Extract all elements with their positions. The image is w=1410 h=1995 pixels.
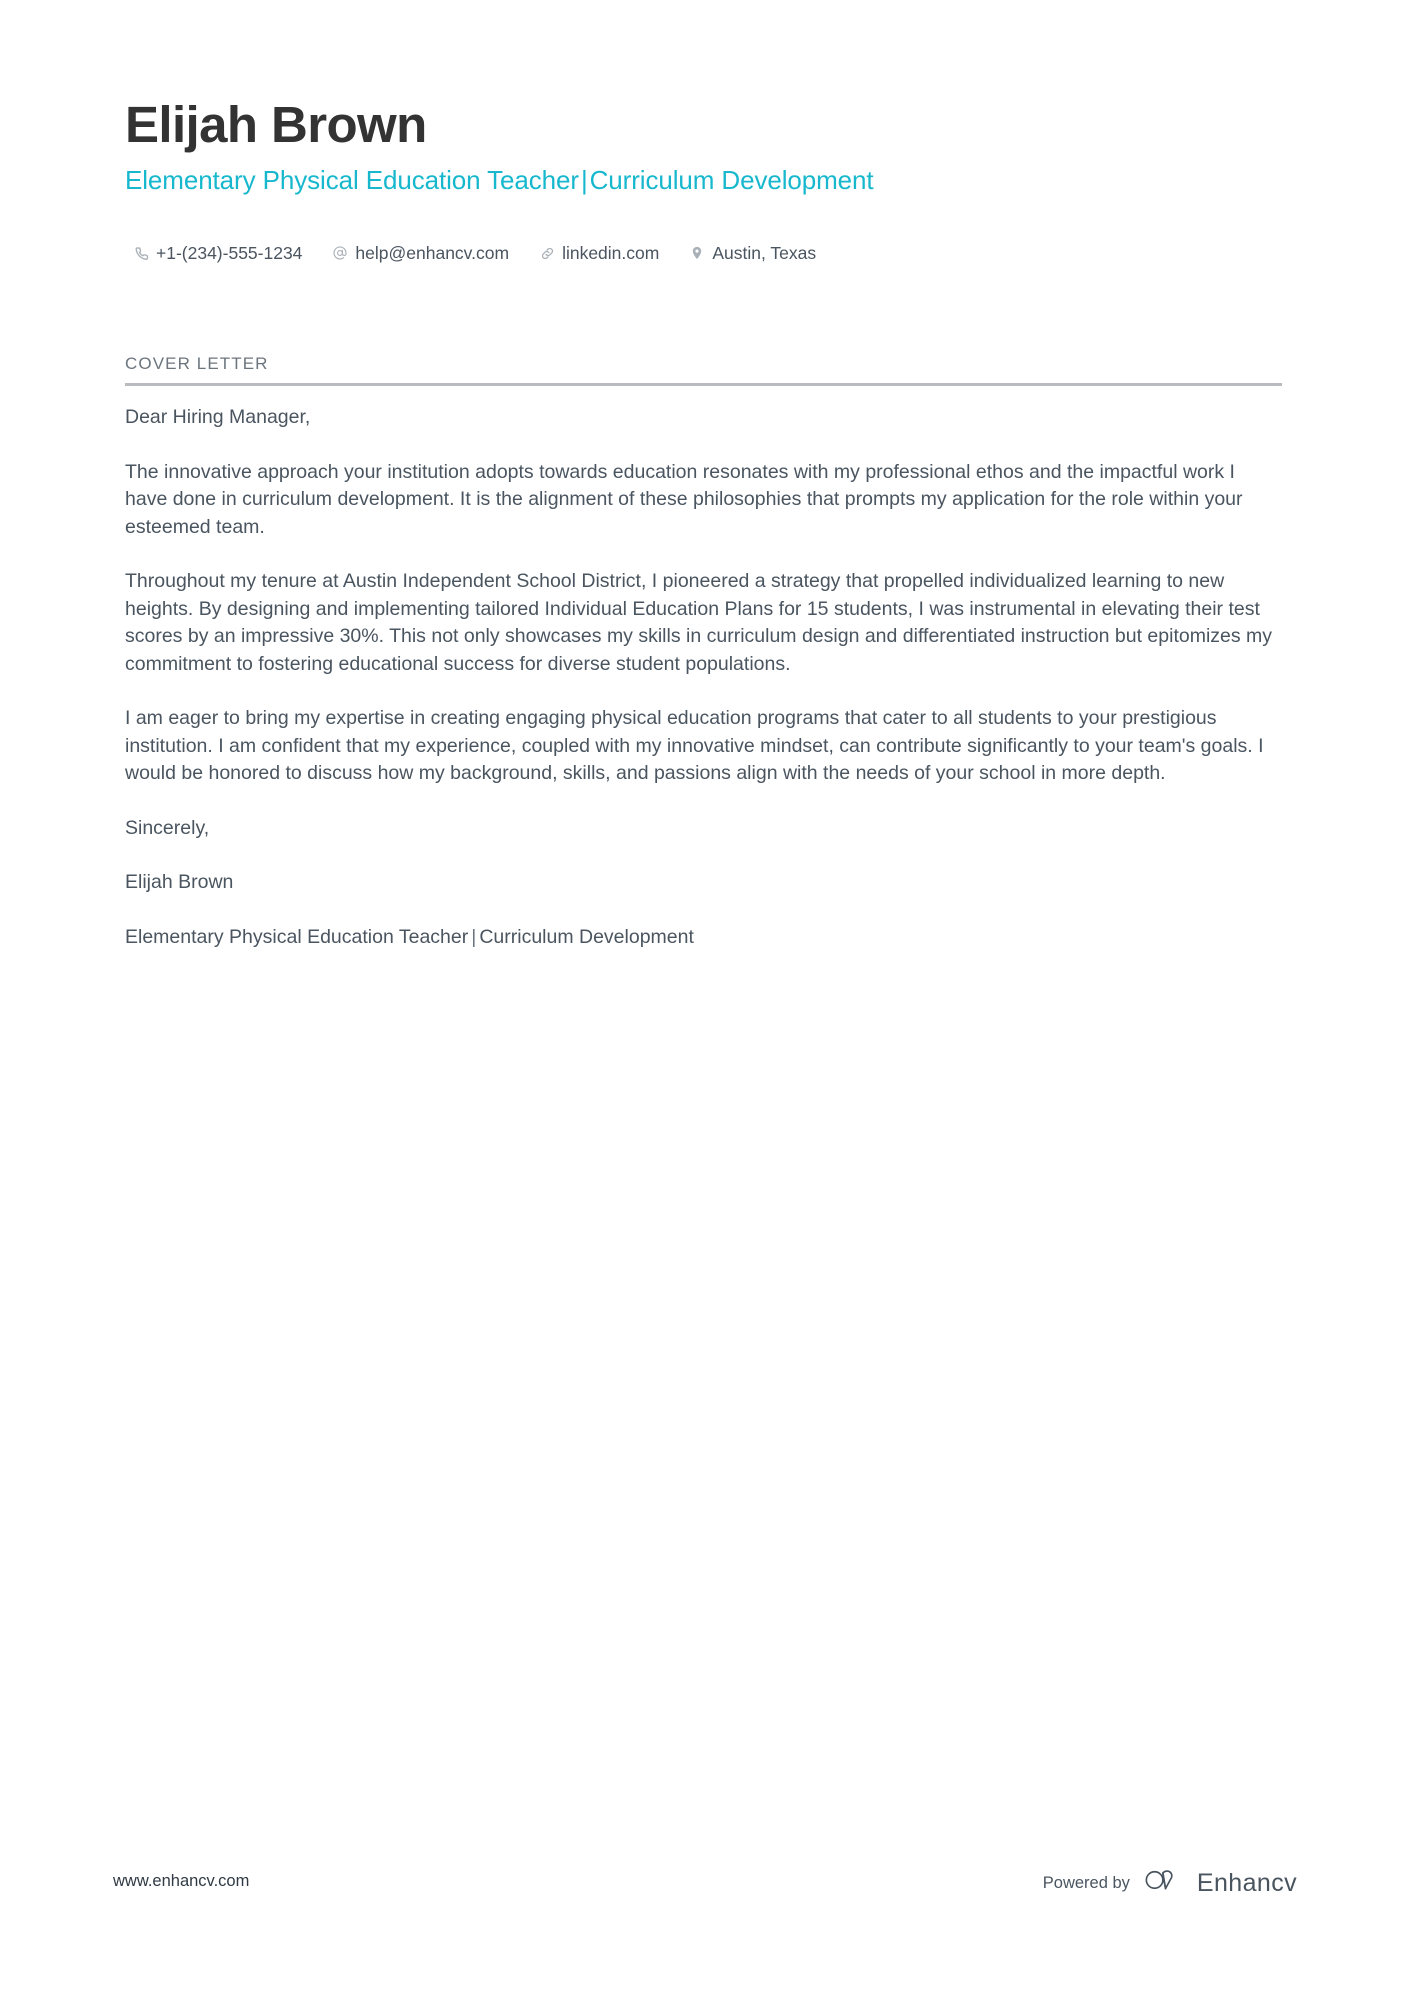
link-chain-icon xyxy=(539,245,555,261)
job-title-line xyxy=(125,164,1285,196)
phone-icon xyxy=(133,245,149,261)
footer-website-link[interactable]: www.enhancv.com xyxy=(113,1872,250,1890)
contact-email[interactable] xyxy=(332,242,509,264)
job-title-secondary: Curriculum Development xyxy=(589,165,874,195)
enhancv-logo-icon xyxy=(1144,1867,1188,1898)
footer-branding xyxy=(1043,1867,1297,1898)
phone-number-text: +1-(234)-555-1234 xyxy=(156,243,303,263)
contact-phone[interactable] xyxy=(133,242,302,264)
cover-letter-body xyxy=(125,404,1275,951)
page-footer xyxy=(0,1862,1410,1902)
email-address-text: help@enhancv.com xyxy=(355,243,510,263)
at-email-icon xyxy=(332,245,348,261)
letter-paragraph-1: The innovative approach your institution adopts towards education resonates with my professional ethos and the impactful work I have done in curriculum development. It is the alignment of these philosophies that prompts my application for the role within your esteemed team. xyxy=(125,460,1243,538)
signature-title-secondary: Curriculum Development xyxy=(479,925,694,948)
closing-line: Sincerely, xyxy=(125,816,210,839)
contact-info-row xyxy=(133,242,816,264)
cover-letter-section-header xyxy=(125,353,1282,386)
link-text: linkedin.com xyxy=(562,243,660,263)
job-title-separator: | xyxy=(580,165,588,195)
page-title: Elijah Brown xyxy=(125,96,427,153)
document-header xyxy=(125,96,1285,196)
enhancv-brand[interactable] xyxy=(1144,1867,1297,1898)
letter-paragraph-2: Throughout my tenure at Austin Independent School District, I pioneered a strategy that propelled individualized learning to new heights. By designing and implementing tailored Individual Education Plans for 15 students, I was instrumental in elevating their test scores by an impressive 30%. This not only showcases my skills in curriculum design and differentiated instruction but epitomizes my commitment to fostering educational success for diverse student populations. xyxy=(125,570,1273,675)
letter-paragraph-3: I am eager to bring my expertise in creating engaging physical education programs that cater to all students to your prestigious institution. I am confident that my experience, coupled with my innovative mindset, can contribute significantly to your team's goals. I would be honored to discuss how my background, skills, and passions align with the needs of your school in more depth. xyxy=(125,707,1264,784)
signature-title-primary: Elementary Physical Education Teacher xyxy=(125,925,469,948)
contact-location xyxy=(689,242,816,264)
section-title: COVER LETTER xyxy=(125,354,269,373)
powered-by-label: Powered by xyxy=(1042,1873,1130,1892)
enhancv-wordmark: Enhancv xyxy=(1196,1868,1297,1897)
contact-link[interactable] xyxy=(539,242,659,264)
salutation: Dear Hiring Manager, xyxy=(125,406,311,428)
signature-title xyxy=(125,924,1275,952)
signature-name: Elijah Brown xyxy=(125,871,234,893)
section-divider xyxy=(125,383,1282,386)
job-title-primary: Elementary Physical Education Teacher xyxy=(125,165,579,195)
location-text: Austin, Texas xyxy=(712,243,817,263)
map-pin-icon xyxy=(689,245,705,261)
signature-title-separator: | xyxy=(471,925,477,948)
